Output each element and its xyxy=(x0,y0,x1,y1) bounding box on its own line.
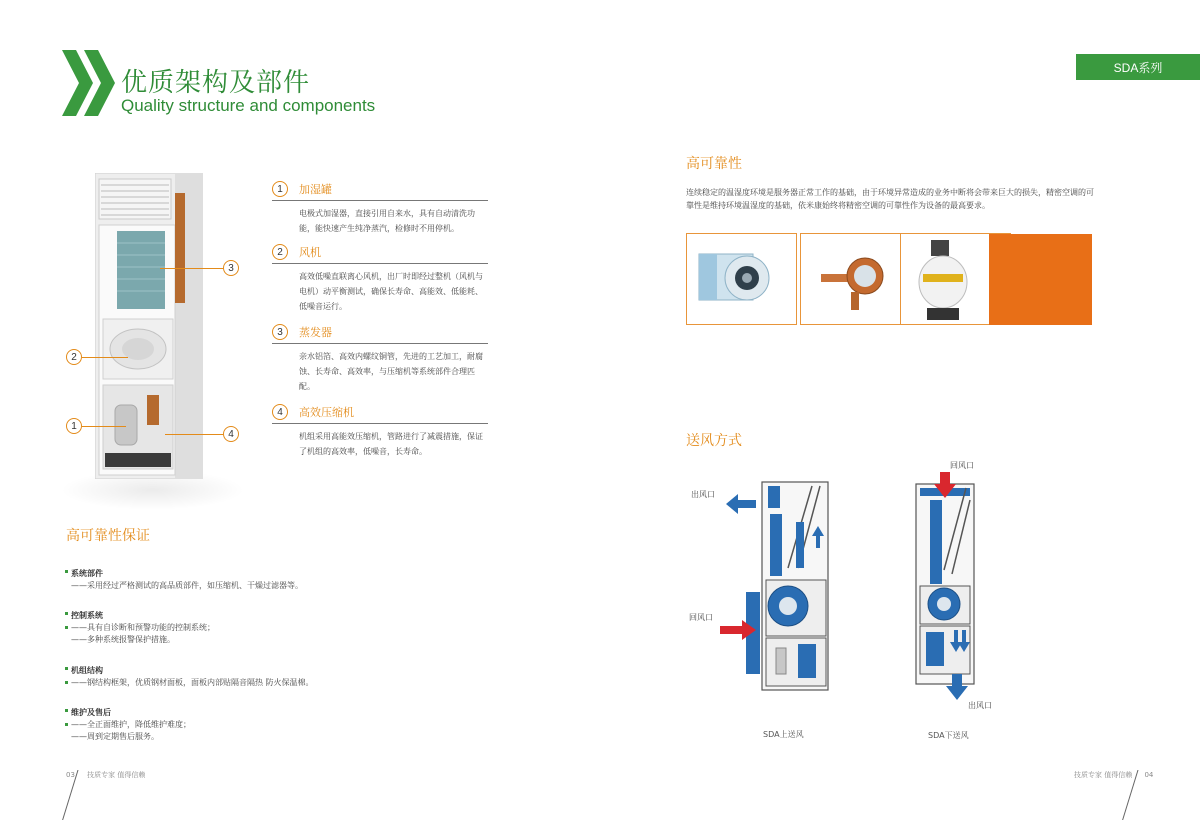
guarantee-item-head: 机组结构 xyxy=(66,665,386,677)
guarantee-item-head: 控制系统 xyxy=(66,610,386,622)
component-title: 风机 xyxy=(299,246,321,259)
up-flow-outlet-label: 出风口 xyxy=(691,490,715,499)
component-title: 高效压缩机 xyxy=(299,406,354,419)
guarantee-item-structure xyxy=(66,665,386,689)
up-flow-diagram xyxy=(720,478,835,694)
down-flow-caption: SDA下送风 xyxy=(928,731,969,740)
component-number: 3 xyxy=(272,324,288,340)
guarantee-item-system-parts xyxy=(66,568,386,592)
guarantee-item-control-system xyxy=(66,610,386,646)
up-flow-return-label: 回风口 xyxy=(689,613,713,622)
component-text: 机组采用高能效压缩机，管路进行了减震措施，保证了机组的高效率，低噪音，长寿命。 xyxy=(299,432,483,456)
component-fan xyxy=(272,242,488,314)
callout-3-leader xyxy=(160,268,224,269)
series-tab: SDA系列 xyxy=(1076,54,1200,80)
valve-photo xyxy=(800,233,911,325)
component-text: 电极式加湿器，直接引用自来水，具有自动清洗功能，能快速产生纯净蒸汽，检修时不用停机。 xyxy=(299,209,475,233)
down-flow-outlet-label: 出风口 xyxy=(968,701,992,710)
footer-left xyxy=(66,770,145,780)
high-reliability-text: 连续稳定的温湿度环境是服务器正常工作的基础，由于环境异常造成的业务中断将会带来巨大的损失，精密空调的可靠性是维持环境温湿度的基础，依米康始终将精密空调的可靠性作为设备的最高要求。 xyxy=(686,188,1094,210)
callout-2-leader xyxy=(82,357,128,358)
callout-1: 1 xyxy=(66,418,82,434)
up-flow-caption: SDA上送风 xyxy=(763,730,804,739)
callout-3: 3 xyxy=(223,260,239,276)
component-humidifier xyxy=(272,179,488,236)
down-flow-return-label: 回风口 xyxy=(950,461,974,470)
orange-color-block xyxy=(989,234,1092,325)
fan-photo xyxy=(686,233,797,325)
guarantee-item-line: ——钢结构框架，优质钢材面板，面板内部贴隔音隔热 防火保温棉。 xyxy=(66,677,386,689)
footer-slogan: 技质专家 值得信赖 xyxy=(87,771,146,779)
guarantee-item-head: 系统部件 xyxy=(66,568,386,580)
high-reliability-title: 高可靠性 xyxy=(686,156,742,172)
callout-4-leader xyxy=(165,434,224,435)
guarantee-item-line: ——采用经过严格测试的高品质部件，如压缩机、干燥过滤器等。 xyxy=(71,581,303,590)
callout-4: 4 xyxy=(223,426,239,442)
footer-page-number: 03 xyxy=(66,771,75,779)
reliability-guarantee-title: 高可靠性保证 xyxy=(66,528,150,544)
chevron-arrows-icon xyxy=(62,50,118,116)
guarantee-item-maintenance xyxy=(66,707,386,743)
component-text: 高效低噪直联离心风机，出厂时即经过整机（风机与电机）动平衡测试，确保长寿命、高能效、低能耗、低噪音运行。 xyxy=(299,272,483,311)
footer-slash-right xyxy=(1120,770,1140,820)
component-title: 加湿罐 xyxy=(299,183,332,196)
air-supply-title: 送风方式 xyxy=(686,433,742,449)
guarantee-item-line: ——周到定期售后服务。 xyxy=(71,732,159,741)
component-number: 4 xyxy=(272,404,288,420)
footer-slogan: 技质专家 值得信赖 xyxy=(1074,771,1133,779)
guarantee-item-head: 维护及售后 xyxy=(66,707,386,719)
component-text: 亲水铝箔、高效内螺纹铜管，先进的工艺加工，耐腐蚀、长寿命、高效率，与压缩机等系统部件合理匹配。 xyxy=(299,352,483,391)
footer-right xyxy=(1074,770,1153,780)
guarantee-item-line: ——多种系统报警保护措施。 xyxy=(71,635,175,644)
component-evaporator xyxy=(272,322,488,394)
component-title: 蒸发器 xyxy=(299,326,332,339)
down-flow-diagram xyxy=(910,470,980,700)
guarantee-item-line: ——具有自诊断和预警功能的控制系统； xyxy=(66,622,386,634)
footer-page-number: 04 xyxy=(1144,771,1154,779)
callout-1-leader xyxy=(82,426,126,427)
component-compressor xyxy=(272,402,488,459)
guarantee-item-line: ——全正面维护，降低维护难度； xyxy=(66,719,386,731)
callout-2: 2 xyxy=(66,349,82,365)
page-subtitle: Quality structure and components xyxy=(121,96,376,115)
page-title: 优质架构及部件 xyxy=(121,68,311,98)
component-number: 2 xyxy=(272,244,288,260)
component-number: 1 xyxy=(272,181,288,197)
